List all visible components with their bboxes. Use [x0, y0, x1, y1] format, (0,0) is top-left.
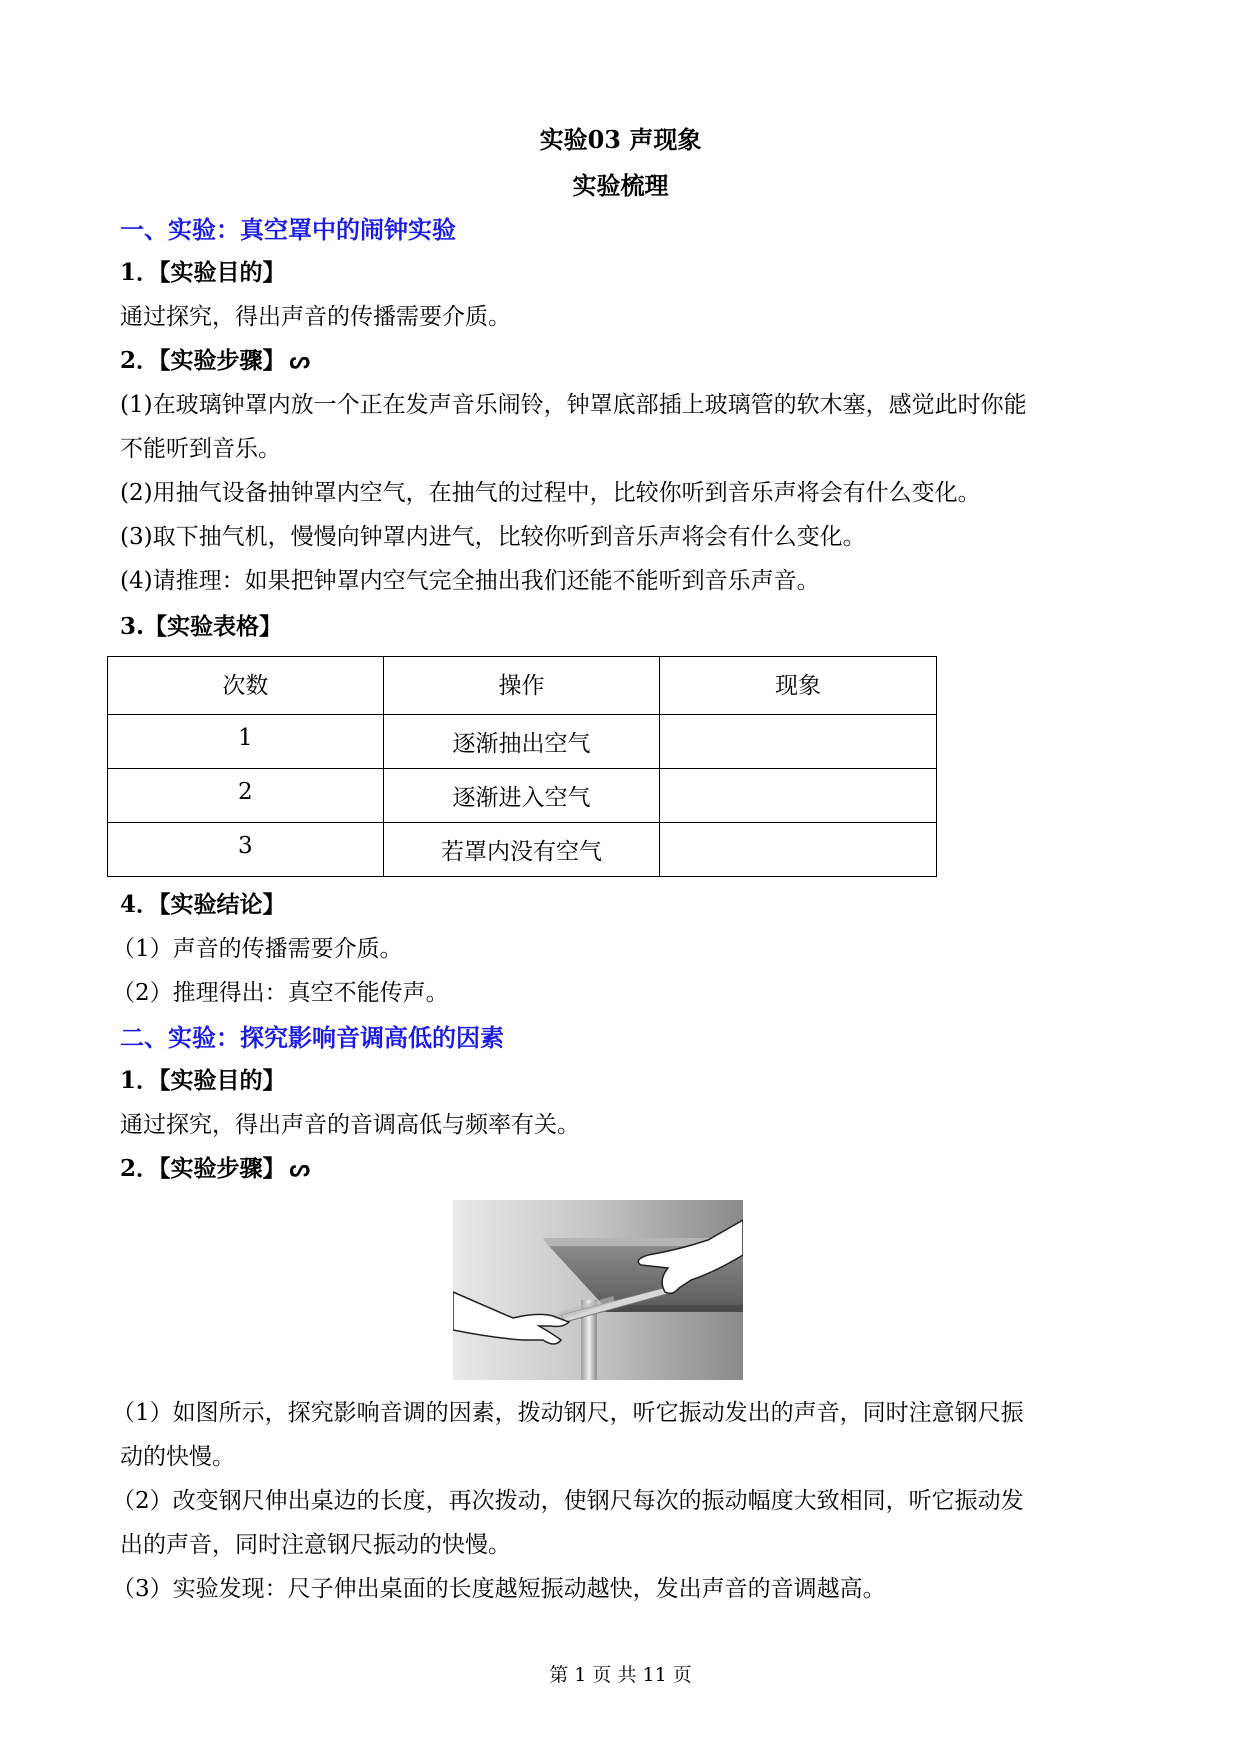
experiment-table — [107, 656, 937, 877]
table-row — [108, 823, 937, 877]
section1-conclusion: （2）推理得出：真空不能传声。 — [112, 980, 449, 1006]
squiggle-icon: ᔕ — [289, 1155, 311, 1182]
section1-step: 不能听到音乐。 — [120, 436, 281, 462]
table-header-cell: 次数 — [108, 657, 384, 715]
table-cell — [660, 715, 937, 769]
section1-heading: 一、实验：真空罩中的闹钟实验 — [120, 215, 456, 244]
page-subtitle: 实验梳理 — [572, 171, 669, 200]
section2-step: （3）实验发现：尺子伸出桌面的长度越短振动越快，发出声音的音调越高。 — [112, 1576, 886, 1602]
section1-purpose-label: 1．【实验目的】 — [120, 259, 286, 286]
section1-step: (4)请推理：如果把钟罩内空气完全抽出我们还能不能听到音乐声音。 — [120, 568, 820, 594]
table-header-row — [108, 657, 937, 715]
table-cell: 2 — [108, 769, 384, 823]
section1-steps-heading — [120, 342, 310, 375]
page-title: 实验03 声现象 — [539, 125, 702, 154]
section2-step: 动的快慢。 — [120, 1444, 235, 1470]
table-cell — [660, 769, 937, 823]
table-cell: 1 — [108, 715, 384, 769]
table-header-cell: 现象 — [660, 657, 937, 715]
section1-table-label: 3.【实验表格】 — [120, 613, 283, 640]
table-cell: 3 — [108, 823, 384, 877]
section1-conclusion-label: 4．【实验结论】 — [120, 891, 286, 918]
section2-step: （1）如图所示，探究影响音调的因素，拨动钢尺，听它振动发出的声音，同时注意钢尺振 — [112, 1400, 1024, 1426]
section2-step: （2）改变钢尺伸出桌边的长度，再次拨动，使钢尺每次的振动幅度大致相同，听它振动发 — [112, 1488, 1024, 1514]
section1-step: (1)在玻璃钟罩内放一个正在发声音乐闹铃，钟罩底部插上玻璃管的软木塞，感觉此时你能 — [120, 392, 1027, 418]
section1-step: (3)取下抽气机，慢慢向钟罩内进气，比较你听到音乐声将会有什么变化。 — [120, 524, 866, 550]
section1-step: (2)用抽气设备抽钟罩内空气，在抽气的过程中，比较你听到音乐声将会有什么变化。 — [120, 480, 981, 506]
squiggle-icon: ᔕ — [289, 347, 311, 374]
section2-steps-heading — [120, 1150, 310, 1183]
table-cell: 若罩内没有空气 — [383, 823, 660, 877]
table-row — [108, 715, 937, 769]
table-cell — [660, 823, 937, 877]
ruler-experiment-figure — [453, 1200, 743, 1380]
section1-purpose-text: 通过探究，得出声音的传播需要介质。 — [120, 304, 511, 330]
table-row — [108, 769, 937, 823]
section2-heading: 二、实验：探究影响音调高低的因素 — [120, 1023, 504, 1052]
section2-purpose-text: 通过探究，得出声音的音调高低与频率有关。 — [120, 1112, 580, 1138]
section2-steps-label: 2．【实验步骤】 — [120, 1155, 286, 1182]
table-cell: 逐渐抽出空气 — [383, 715, 660, 769]
section1-conclusion: （1）声音的传播需要介质。 — [112, 936, 403, 962]
section2-purpose-label: 1．【实验目的】 — [120, 1067, 286, 1094]
table-header-cell: 操作 — [383, 657, 660, 715]
table-cell: 逐渐进入空气 — [383, 769, 660, 823]
section2-step: 出的声音，同时注意钢尺振动的快慢。 — [120, 1532, 511, 1558]
page-footer: 第 1 页 共 11 页 — [549, 1664, 692, 1686]
section1-steps-label: 2．【实验步骤】 — [120, 347, 286, 374]
